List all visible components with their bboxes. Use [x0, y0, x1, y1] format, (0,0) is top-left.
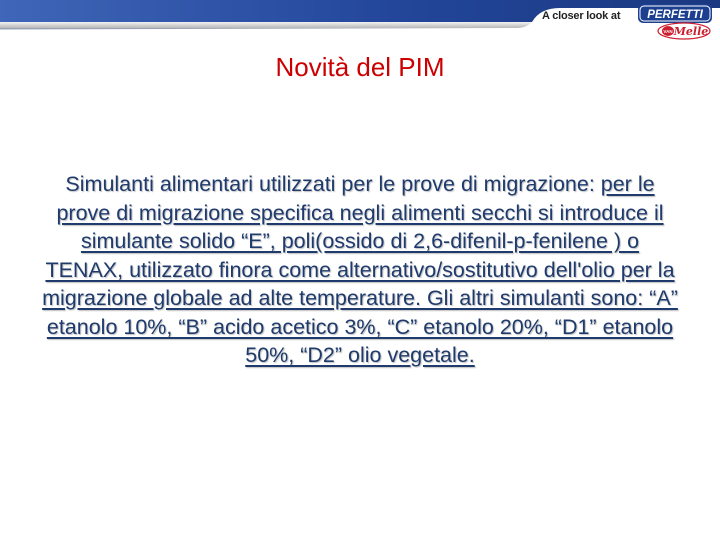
slide-body — [40, 170, 680, 370]
header-tagline: A closer look at — [542, 10, 621, 22]
slide-title: Novità del PIM — [275, 52, 445, 82]
logo-wordmark: PERFETTI — [647, 9, 703, 21]
perfetti-van-melle-logo — [636, 3, 716, 41]
body-underlined-text: per le prove di migrazione specifica negli alimenti secchi si introduce il simulante solido “E”, poli(ossido di 2,6-difenil-p-fenilene ) o TENAX, utilizzato finora come alternativo/sostitutivo dell'olio per la migrazione globale ad alte temperature. Gli altri simulanti sono: “A” etanolo 10%, “B” acido acetico 3%, “C” etanolo 20%, “D1” etanolo 50%, “D2” olio vegetale. — [42, 172, 678, 367]
logo-sub-script: Melle — [673, 25, 709, 38]
logo-sub-small: VAN — [663, 29, 673, 34]
body-intro-text: Simulanti alimentari utilizzati per le prove di migrazione: — [65, 172, 601, 196]
